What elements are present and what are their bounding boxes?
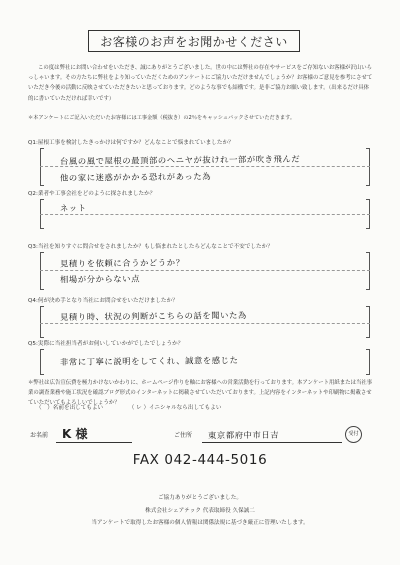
name-label: お名前 — [30, 432, 49, 439]
answer-3-bracket-left — [40, 252, 44, 290]
address-underline — [202, 442, 342, 443]
cashback-note: ＊本アンケートにご記入いただいたお客様には工事金額（税抜き）の2％をキャッシュバックさせていただきます。 — [28, 115, 296, 121]
answer-1-line-1: 台風の風で屋根の最頂部のヘニヤが抜けれ一部が吹き飛んだ — [59, 153, 301, 167]
answer-3-line-1: 見積りを依頼に合うかどうか？ — [59, 257, 185, 269]
answer-4-rule — [40, 323, 370, 324]
answer-4-line-1: 見積り時、状況の判断がこちらの話を聞いた為 — [59, 310, 247, 322]
answer-2-line-1: ネット — [59, 202, 87, 214]
privacy-notice: 当アンケートで取得したお客様の個人情報は関係法規に基づき厳正に管理いたします。 — [91, 520, 309, 526]
question-4-label: Q4:何が決め手となり当社にお問合せをいただけましたか？ — [28, 298, 178, 304]
answer-5-line-1: 非常に丁寧に説明をしてくれ、誠意を感じた — [59, 355, 239, 367]
publication-consent-text: ＊弊社は広告宣伝費を極力かけないかわりに、ホームページ作りを軸にお客様への営業活動を行っております。本アンケート用紙または当社事業の調査業務や施工状況を確認ブログ形式のインターネットに掲載させていただいております。上記内容をインターネットや印刷物に掲載させていただいてもよろしいでしょうか？ — [28, 380, 373, 407]
question-3-label: Q3:当社を知りすぐに問合せをされましたか？もし悩まれたとしたらどんなことで不安でしたか？ — [28, 244, 273, 250]
answer-3-bracket-right — [366, 252, 370, 290]
address-value: 東京都府中市日吉 — [207, 429, 280, 441]
option-full-name[interactable]: （ ）名前を出してもよい — [36, 405, 104, 411]
answer-5-bracket-left — [40, 349, 44, 375]
answer-5-bracket-right — [366, 349, 370, 375]
question-5-label: Q5:実際に当社担当者がお伺いしていかがでしたでしょうか？ — [28, 341, 184, 347]
name-value: K 様 — [62, 427, 88, 441]
answer-1-bracket-left — [40, 148, 44, 186]
answer-3-line-2: 相場が分からない点 — [59, 273, 141, 285]
option-initials[interactable]: （ レ ）イニシャルなら出してもよい — [128, 405, 222, 411]
company-signature: 株式会社シェアテック 代表取締役 久保誠二 — [145, 508, 255, 514]
fax-number: FAX 042-444-5016 — [132, 452, 268, 468]
question-2-label: Q2:業者や工事会社をどのように探されましたか？ — [28, 191, 156, 197]
answer-4-bracket-left — [40, 306, 44, 338]
intro-paragraph: この度は弊社にお問い合わせをいただき、誠にありがとうございました。世の中には弊社の存在やサービスをご存知ないお客様が沢山いらっしゃいます。その方たちに弊社をより知っていただくためのアンケートにご協力いただけませんでしょうか？お客様のご意見を参考にさせていただき今後の活動に反映させていただきたいと思っております。どのような事でも結構です。是非ご協力お願い致します。（出来るだけ具体的に書いていただければ幸いです） — [28, 65, 373, 102]
answer-1-line-2: 他の家に迷惑がかかる恐れがあった為 — [59, 171, 212, 183]
consent-options — [36, 403, 221, 411]
thanks-text: ご協力ありがとうございました。 — [158, 495, 242, 501]
survey-title: お客様のお声をお聞かせください — [88, 30, 300, 52]
answer-3-rule — [40, 270, 370, 271]
answer-2-rule — [40, 214, 370, 215]
intro-text — [28, 63, 374, 104]
received-stamp: 受付 — [345, 426, 362, 443]
question-1-label: Q1:屋根工事を検討したきっかけは何ですか？どんなことで悩まれていましたか？ — [28, 140, 234, 146]
name-underline — [56, 442, 132, 443]
address-label: ご住所 — [174, 432, 193, 439]
answer-4-bracket-right — [366, 306, 370, 338]
answer-1-bracket-right — [366, 148, 370, 186]
